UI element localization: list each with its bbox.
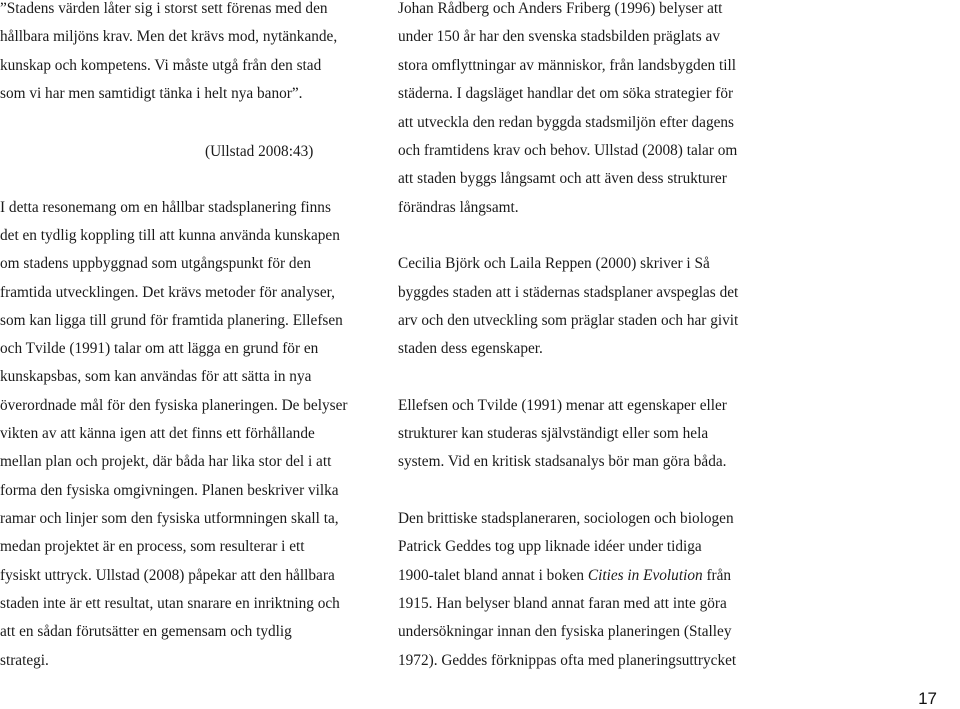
quote-line: ”Stadens värden låter sig i storst sett förenas med den — [0, 0, 328, 17]
paragraph-line: Den brittiske stadsplaneraren, sociologen och biologen — [398, 510, 734, 527]
paragraph-line: strukturer kan studeras självständigt eller som hela — [398, 425, 709, 442]
text-segment: 1900-talet bland annat i boken — [398, 567, 588, 584]
quote-line: som vi har men samtidigt tänka i helt nya banor”. — [0, 85, 303, 102]
paragraph-line: under 150 år har den svenska stadsbilden präglats av — [398, 28, 720, 45]
paragraph-line: överordnade mål för den fysiska planeringen. De belyser — [0, 397, 348, 414]
paragraph-line: och Tvilde (1991) talar om att lägga en grund för en — [0, 340, 319, 357]
paragraph-line: medan projektet är en process, som resulterar i ett — [0, 538, 305, 555]
paragraph-line: städerna. I dagsläget handlar det om söka strategier för — [398, 85, 734, 102]
paragraph-line: stora omflyttningar av människor, från landsbygden till — [398, 57, 736, 74]
paragraph-line: Cecilia Björk och Laila Reppen (2000) skriver i Så — [398, 255, 710, 272]
paragraph-line: och framtidens krav och behov. Ullstad (2008) talar om — [398, 142, 738, 159]
paragraph-line: framtida utvecklingen. Det krävs metoder för analyser, — [0, 284, 335, 301]
paragraph-line: om stadens uppbyggnad som utgångspunkt för den — [0, 255, 312, 272]
paragraph-line: Johan Rådberg och Anders Friberg (1996) belyser att — [398, 0, 723, 17]
paragraph-line: undersökningar innan den fysiska planeringen (Stalley — [398, 623, 732, 640]
paragraph-line: Ellefsen och Tvilde (1991) menar att egenskaper eller — [398, 397, 727, 414]
paragraph-line: vikten av att känna igen att det finns ett förhållande — [0, 425, 315, 442]
paragraph-line: forma den fysiska omgivningen. Planen beskriver vilka — [0, 482, 339, 499]
paragraph-line: system. Vid en kritisk stadsanalys bör man göra båda. — [398, 453, 727, 470]
paragraph-line: staden inte är ett resultat, utan snarare en inriktning och — [0, 595, 340, 612]
paragraph-line: ramar och linjer som den fysiska utformningen skall ta, — [0, 510, 339, 527]
paragraph-line-with-book-title — [398, 566, 731, 586]
text-segment: från — [702, 567, 732, 584]
paragraph-line: fysiskt uttryck. Ullstad (2008) påpekar att den hållbara — [0, 567, 335, 584]
paragraph-line: som kan ligga till grund för framtida planering. Ellefsen — [0, 312, 343, 329]
paragraph-line: kunskapsbas, som kan användas för att sätta in nya — [0, 368, 312, 385]
quote-line: kunskap och kompetens. Vi måste utgå från den stad — [0, 57, 322, 74]
paragraph-line: strategi. — [0, 652, 49, 669]
paragraph-line: förändras långsamt. — [398, 199, 519, 216]
paragraph-line: Patrick Geddes tog upp liknade idéer under tidiga — [398, 538, 702, 555]
book-title: Cities in Evolution — [587, 567, 703, 584]
quote-line: hållbara miljöns krav. Men det krävs mod, nytänkande, — [0, 28, 338, 45]
paragraph-line: 1915. Han belyser bland annat faran med att inte göra — [398, 595, 727, 612]
paragraph-line: att staden byggs långsamt och att även dess strukturer — [398, 170, 727, 187]
paragraph-line: byggdes staden att i städernas stadsplaner avspeglas det — [398, 284, 739, 301]
paragraph-line: I detta resonemang om en hållbar stadsplanering finns — [0, 199, 331, 216]
paragraph-line: 1972). Geddes förknippas ofta med planeringsuttrycket — [398, 652, 737, 669]
quote-citation: (Ullstad 2008:43) — [205, 143, 314, 160]
page-number: 17 — [918, 689, 937, 708]
paragraph-line: det en tydlig koppling till att kunna använda kunskapen — [0, 227, 340, 244]
paragraph-line: att utveckla den redan byggda stadsmiljön efter dagens — [398, 114, 734, 131]
paragraph-line: mellan plan och projekt, där båda har lika stor del i att — [0, 453, 332, 470]
paragraph-line: arv och den utveckling som präglar staden och har givit — [398, 312, 739, 329]
paragraph-line: staden dess egenskaper. — [398, 340, 543, 357]
paragraph-line: att en sådan förutsätter en gemensam och tydlig — [0, 623, 292, 640]
